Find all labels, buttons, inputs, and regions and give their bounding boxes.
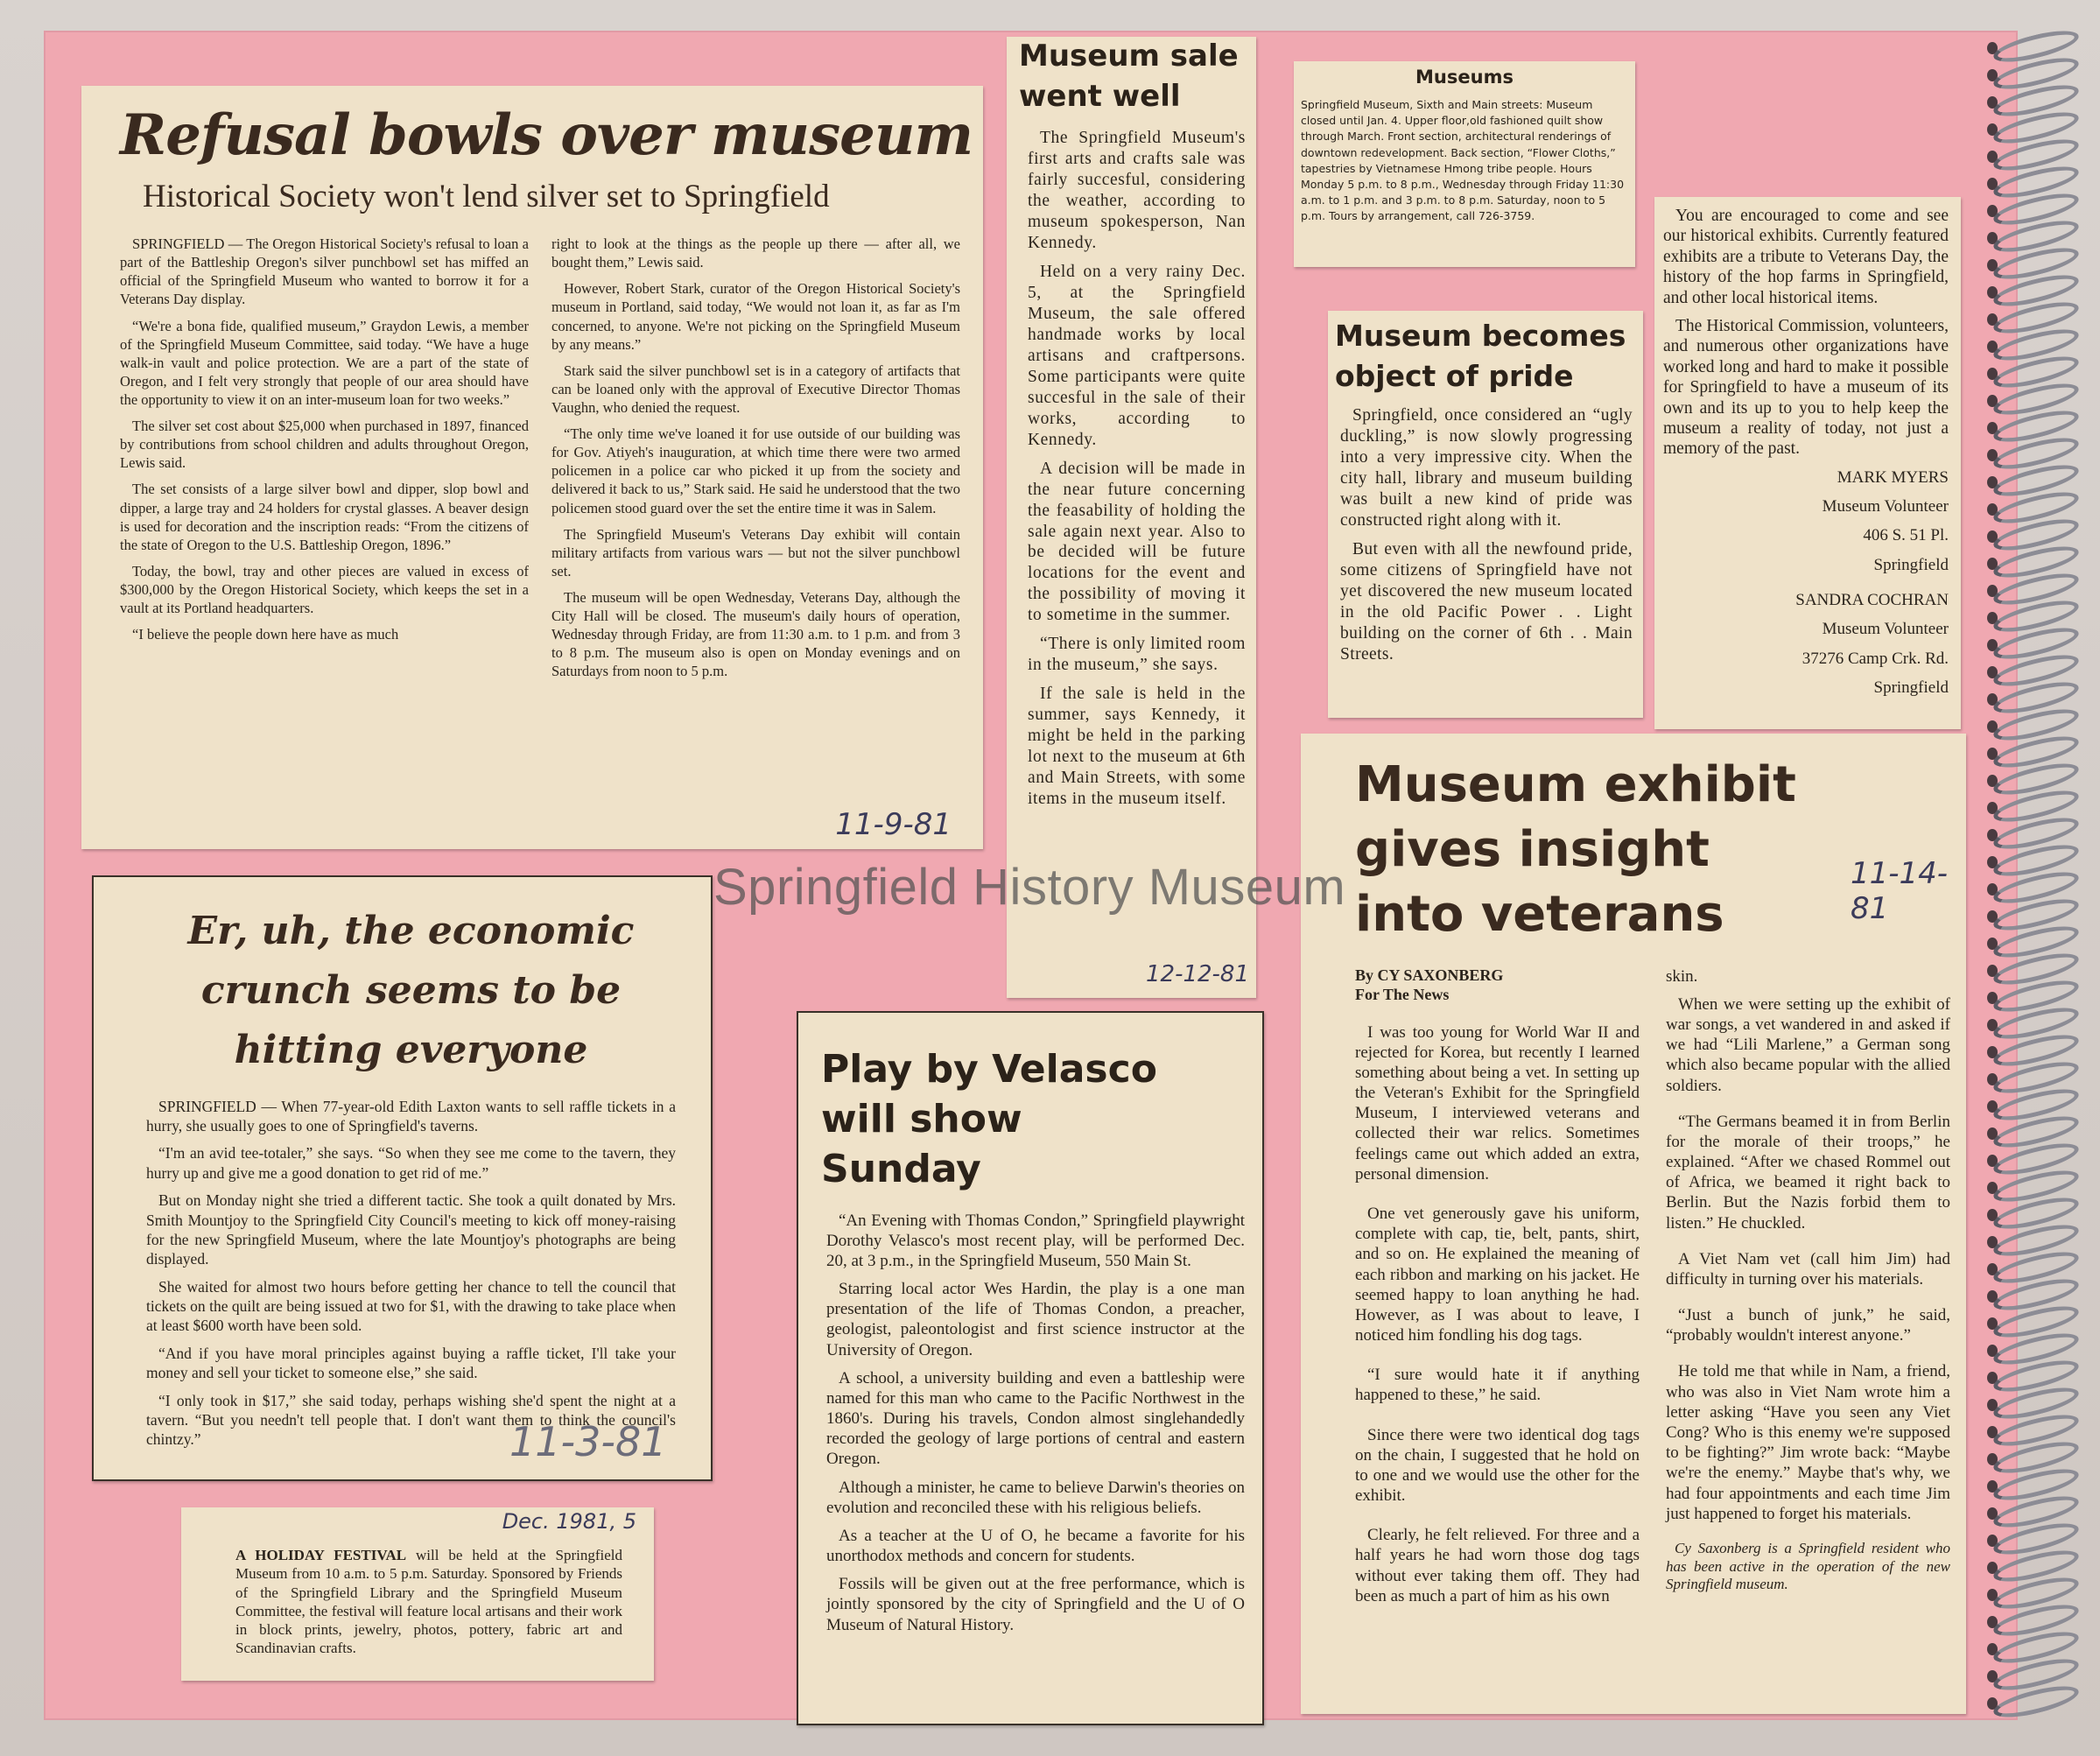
paragraph: “I sure would hate it if anything happened to these,” he said.	[1355, 1366, 1640, 1405]
column-2	[1666, 966, 1950, 1614]
paragraph: “The Germans beamed it in from Berlin for the morale of their troops,” he explained. “After we chased Rommel out of Africa, we beamed it right back to Berlin. But the Nazis forbid them to listen.” He chuckled.	[1666, 1112, 1950, 1233]
paragraph: “The only time we've loaned it for use outside of our building was for Gov. Atiyeh's inauguration, at which time there were two armed policemen in a police car who picked it up from the society and delivered it back to us,” Stark said. He said he understood that the two policemen stood guard over the set the entire time it was in Salem.	[551, 425, 960, 516]
handwritten-date: 11-14-81	[1851, 856, 1949, 926]
festival-text: will be held at the Springfield Museum from 10 a.m. to 5 p.m. Saturday. Sponsored by Friends of the Springfield Library and the Springfield Museum Committee, the festival will feature local artisans and their work in block prints, jewelry, photos, pottery, fabric art and Scandinavian crafts.	[235, 1547, 622, 1657]
handwritten-date: 11-3-81	[509, 1418, 667, 1465]
column-2	[551, 235, 960, 688]
paragraph: But on Monday night she tried a different tactic. She took a quilt donated by Mrs. Smith Mountjoy to the Springfield City Council's meeting to kick off money-raising for the new Springfield Museum, where the late Mountjoy's photographs are being displayed.	[146, 1191, 676, 1268]
clipping-object-of-pride	[1328, 311, 1643, 718]
paragraph: Held on a very rainy Dec. 5, at the Springfield Museum, the sale offered handmade works by local artisans and craftpersons. Some participants were quite succesful in the sale of their works, according to Kennedy.	[1028, 262, 1246, 449]
clipping-economic-crunch	[92, 875, 713, 1481]
paragraph: He told me that while in Nam, a friend, who was also in Viet Nam wrote him a letter asking “Have you seen any Viet Cong? Who is this enemy we're supposed to be fighting?” Jim wrote back: “Maybe we're the enemy.” Maybe that's why, we had four appointments and each time Jim just happened to forget his materials.	[1666, 1362, 1950, 1523]
watermark: Springfield History Museum	[713, 859, 1346, 916]
author-note: Cy Saxonberg is a Springfield resident who has been active in the operation of the new Springfield museum.	[1666, 1539, 1950, 1593]
signature-line: 37276 Camp Crk. Rd.	[1802, 649, 1949, 668]
paragraph: The set consists of a large silver bowl and dipper, slop bowl and dipper, a large tray and 24 holders for crystal glasses. A beaver design is used for decoration and the inscription reads: “From the citizens of the state of Oregon to the U.S. Battleship Oregon, 1896.”	[120, 481, 529, 553]
signature-line: Springfield	[1873, 555, 1949, 574]
festival-lead: A HOLIDAY FESTIVAL	[235, 1547, 407, 1563]
paragraph: Clearly, he felt relieved. For three and a half years he had worn those dog tags without ever taking them off. They had been as much a part of him as his own	[1355, 1526, 1640, 1605]
paragraph: “I believe the people down here have as much	[132, 626, 399, 643]
signature-line: Museum Volunteer	[1822, 620, 1949, 639]
column-1	[1355, 966, 1640, 1614]
paragraph: Fossils will be given out at the free performance, which is jointly sponsored by the city of Springfield and the U of O Museum of Natural History.	[826, 1575, 1245, 1634]
byline-source: For The News	[1355, 985, 1450, 1003]
signature-name: MARK MYERS	[1837, 467, 1949, 487]
headline: Museum exhibit gives insight into veterans	[1355, 756, 1796, 943]
paragraph: Springfield, once considered an “ugly duckling,” is now slowly progressing into a very impressive city. When the city hall, library and museum building was built a new kind of pride was constructed right along with it.	[1340, 406, 1633, 530]
paragraph: But even with all the newfound pride, some citizens of Springfield have not yet discovered the new museum located in the old Pacific Power . . Light building on the corner of 6th . . Main Streets.	[1340, 540, 1633, 664]
headline: Play by Velasco will show Sunday	[821, 1047, 1157, 1192]
paragraph: Starring local actor Wes Hardin, the play is a one man presentation of the life of Thomas Condon, a preacher, geologist, paleontologist and first science instructor at the University of Oregon.	[826, 1280, 1245, 1359]
paragraph: One vet generously gave his uniform, complete with cap, tie, belt, pants, shirt, and so on. He explained the meaning of each ribbon and marking on his jacket. He seemed happy to loan anything he had. However, as I was about to leave, I noticed him fondling his dog tags.	[1355, 1205, 1640, 1345]
paragraph: “And if you have moral principles against buying a raffle ticket, I'll take your money and sell your ticket to someone else,” she said.	[146, 1344, 676, 1382]
paragraph: SPRINGFIELD — The Oregon Historical Society's refusal to loan a part of the Battleship Oregon's silver punchbowl set has miffed an official of the Springfield Museum who wanted to borrow it for a Veterans Day display.	[120, 235, 529, 308]
paragraph: Although a minister, he came to believe Darwin's theories on evolution and reconciled these with his religious beliefs.	[826, 1478, 1245, 1517]
paragraph: “We're a bona fide, qualified museum,” Graydon Lewis, a member of the Springfield Museum Committee, said today. “We have a huge walk-in vault and police protection. We are a part of the state of Oregon, and I felt very strongly that people of our area should have the opportunity to view it on an inter-museum loan for two weeks.”	[120, 317, 529, 408]
byline: By CY SAXONBERG	[1355, 966, 1504, 984]
paragraph: The museum will be open Wednesday, Veterans Day, although the City Hall will be closed. The museum's daily hours of operation, Wednesday through Friday, are from 11:30 a.m. to 1 p.m. and from 3 to 8 p.m. The museum also is open on Monday evenings and on Saturdays from noon to 5 p.m.	[551, 588, 960, 680]
paragraph: SPRINGFIELD — When 77-year-old Edith Laxton wants to sell raffle tickets in a hurry, she usually goes to one of Springfield's taverns.	[146, 1097, 676, 1134]
paragraph: You are encouraged to come and see our historical exhibits. Currently featured exhibits are a tribute to Veterans Day, the history of the hop farms in Springfield, and other local historical items.	[1663, 207, 1949, 307]
clipping-veterans-exhibit	[1301, 734, 1966, 1714]
handwritten-date: Dec. 1981, 5	[502, 1509, 636, 1534]
headline: Museum sale went well	[1019, 39, 1239, 114]
paragraph: I was too young for World War II and rejected for Korea, but recently I learned something about being a vet. In setting up the Veteran's Exhibit for the Springfield Museum, I interviewed veterans and collected their war relics. Sometimes feelings came out which added an extra, personal dimension.	[1355, 1022, 1640, 1184]
paragraph: A decision will be made in the near future concerning the feasability of holding the sale again next year. Also to be decided will be future locations for the event and the possibility of moving it to sometime in the summer.	[1028, 459, 1246, 625]
column-1	[120, 235, 529, 688]
signature-line: Museum Volunteer	[1822, 497, 1949, 516]
paragraph: “An Evening with Thomas Condon,” Springfield playwright Dorothy Velasco's most recent play, will be performed Dec. 20, at 3 p.m., in the Springfield Museum, 550 Main St.	[826, 1211, 1245, 1270]
paragraph: right to look at the things as the people up there — after all, we bought them,” Lewis said.	[551, 235, 960, 271]
paragraph: Since there were two identical dog tags on the chain, I suggested that he hold on to one and we would use the other for the exhibit.	[1355, 1425, 1640, 1506]
clipping-museum-sale	[1007, 37, 1256, 998]
signature-name: SANDRA COCHRAN	[1795, 590, 1949, 609]
paragraph: The Historical Commission, volunteers, and numerous other organizations have worked long and hard to make it possible for Springfield to have a museum of its own and its up to you to help keep the museum a reality of today, not just a memory of the past.	[1663, 316, 1949, 459]
handwritten-date: 11-9-81	[835, 807, 952, 842]
paragraph: However, Robert Stark, curator of the Oregon Historical Society's museum in Portland, said today, “We would not loan it, as far as I'm concerned, to anyone. We're not picking on the Springfield Museum by any means.”	[551, 280, 960, 353]
clipping-volunteer-letter	[1654, 197, 1961, 729]
subheadline: Historical Society won't lend silver set to Springfield	[143, 179, 830, 215]
paragraph: “There is only limited room in the museum,” she says.	[1028, 635, 1246, 675]
signature-sandra-cochran	[1654, 590, 1949, 699]
headline: Museum becomes object of pride	[1335, 319, 1626, 394]
clipping-holiday-festival	[181, 1507, 654, 1681]
paragraph: As a teacher at the U of O, he became a favorite for his unorthodox methods and concern for students.	[826, 1526, 1245, 1566]
signature-mark-myers	[1654, 467, 1949, 576]
paragraph: The silver set cost about $25,000 when purchased in 1897, financed by contributions from school children and adults throughout Oregon, Lewis said.	[120, 418, 529, 472]
paragraph: “I'm an avid tee-totaler,” she says. “So when they see me come to the tavern, they hurry up and give me a good donation to get rid of me.”	[146, 1144, 676, 1182]
paragraph: A Viet Nam vet (call him Jim) had difficulty in turning over his materials.	[1666, 1249, 1950, 1289]
paragraph: The Springfield Museum's Veterans Day exhibit will contain military artifacts from various wars — but not the silver punchbowl set.	[551, 525, 960, 579]
paragraph: A school, a university building and even a battleship were named for this man who came to the Pacific Northwest in the 1860's. During his travels, Condon almost singlehandedly recorded the geology of large portions of central and eastern Oregon.	[826, 1368, 1245, 1469]
paragraph: skin.	[1666, 966, 1698, 986]
headline: Refusal bowls over museum	[120, 102, 973, 168]
paragraph: “I only took in $17,” she said today, perhaps wishing she'd spent the night at a tavern. “But you needn't tell people that. I don't want them to think the council's chintzy.”	[146, 1391, 676, 1449]
spiral-binding	[1987, 26, 2092, 1733]
signature-line: Springfield	[1873, 678, 1949, 697]
paragraph: The Springfield Museum's first arts and crafts sale was fairly succesful, considering the weather, according to museum spokesperson, Nan Kennedy.	[1028, 128, 1246, 252]
paragraph: Today, the bowl, tray and other pieces are valued in excess of $300,000 by the Oregon Historical Society, which keeps the set in a vault at its Portland headquarters.	[120, 562, 529, 617]
paragraph: If the sale is held in the summer, says Kennedy, it might be held in the parking lot next to the museum at 6th and Main Streets, with some items in the museum itself.	[1028, 685, 1246, 809]
headline: Museums	[1415, 67, 1514, 88]
paragraph: She waited for almost two hours before getting her chance to tell the council that tickets on the quilt are being issued at two for $1, with the drawing to take place when at least $600 worth have been sold.	[146, 1277, 676, 1335]
clipping-museums-listing	[1294, 61, 1635, 267]
paragraph: Stark said the silver punchbowl set is in a category of artifacts that can be loaned only with the approval of Executive Director Thomas Vaughn, who denied the request.	[551, 362, 960, 416]
signature-line: 406 S. 51 Pl.	[1863, 526, 1949, 545]
headline: Er, uh, the economic crunch seems to be hitting everyone	[187, 909, 635, 1073]
paragraph: When we were setting up the exhibit of war songs, a vet wandered in and asked if we had “Lili Marlene,” a German song which also became popular with the allied soldiers.	[1666, 994, 1950, 1095]
clipping-play-by-velasco	[797, 1011, 1264, 1725]
paragraph: “Just a bunch of junk,” he said, “probably wouldn't interest anyone.”	[1666, 1306, 1950, 1345]
clipping-refusal-bowls	[81, 86, 983, 849]
listing-text: Springfield Museum, Sixth and Main streets: Museum closed until Jan. 4. Upper floor,old fashioned quilt show through March. Front section, architectural renderings of downtown redevelopment. Back section, “Flower Cloths,” tapestries by Vietnamese Hmong tribe people. Hours Monday 5 p.m. to 8 p.m., Wednesday through Friday 11:30 a.m. to 1 p.m. and 3 p.m. to 8 p.m. Saturday, noon to 5 p.m. Tours by arrangement, call 726-3759.	[1301, 98, 1625, 223]
handwritten-date: 12-12-81	[1145, 961, 1249, 987]
